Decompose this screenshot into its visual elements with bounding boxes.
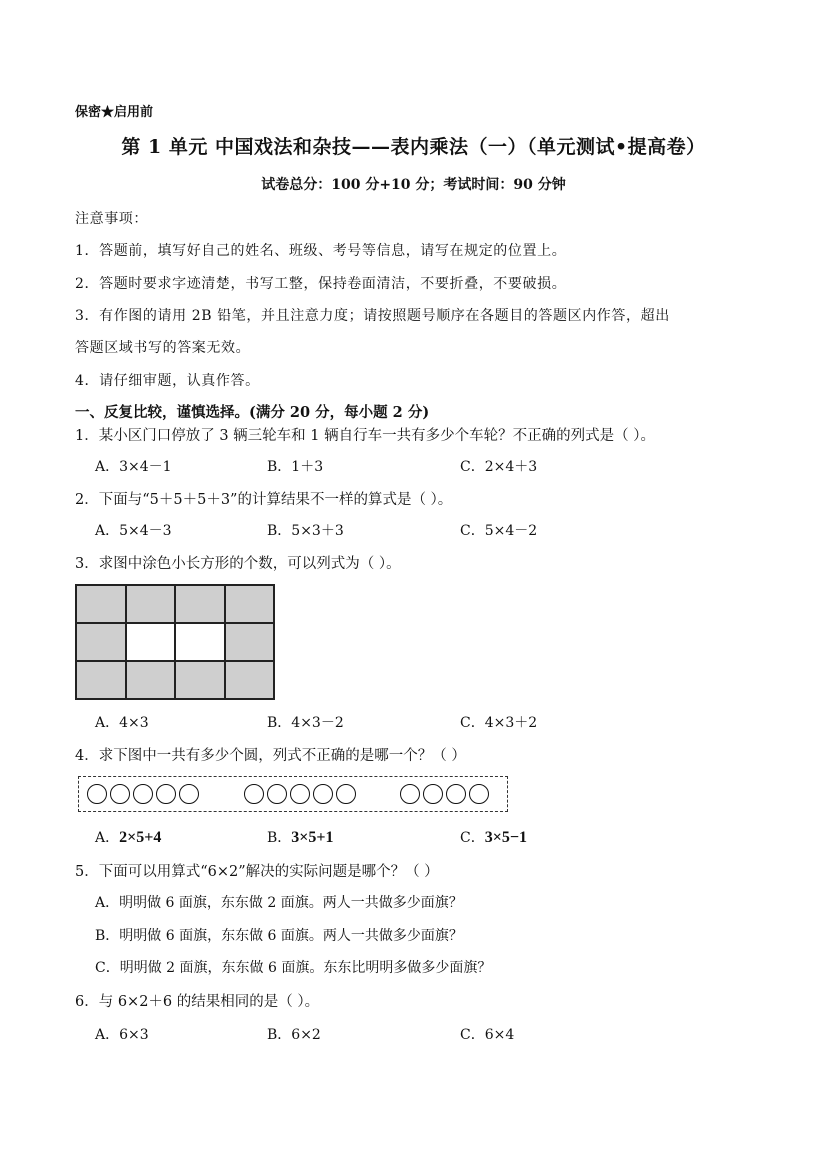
q2-option-c: C．5×4－2 <box>460 523 538 539</box>
question-4: 4．求下图中一共有多少个圆，列式不正确的是哪一个？（ ） <box>75 748 466 764</box>
q1-option-a: A．3×4－1 <box>95 459 172 475</box>
question-3: 3．求图中涂色小长方形的个数，可以列式为（ ）。 <box>75 556 401 572</box>
grid-cell-unshaded <box>175 623 225 661</box>
question-5: 5．下面可以用算式“6×2”解决的实际问题是哪个？（ ） <box>75 864 439 880</box>
grid-cell-unshaded <box>126 623 176 661</box>
circle-shape <box>446 784 466 804</box>
q5-option-b: B．明明做 6 面旗，东东做 6 面旗。两人一共做多少面旗？ <box>95 928 463 944</box>
circle-shape <box>469 784 489 804</box>
circle-shape <box>156 784 176 804</box>
section-heading: 一、反复比较，谨慎选择。(满分 20 分，每小题 2 分) <box>75 404 430 421</box>
q4-option-b <box>267 827 334 847</box>
q3-option-b: B．4×3－2 <box>267 715 344 731</box>
circle-shape <box>267 784 287 804</box>
grid-cell-shaded <box>175 585 225 623</box>
q3-option-c: C．4×3＋2 <box>460 715 538 731</box>
q4-option-b-expr: 3×5+1 <box>291 829 334 846</box>
grid-cell-shaded <box>175 661 225 699</box>
circle-shape <box>336 784 356 804</box>
circle-shape <box>179 784 199 804</box>
q2-option-a: A．5×4－3 <box>95 523 172 539</box>
note-item-3: 3．有作图的请用 2B 铅笔，并且注意力度；请按照题号顺序在各题目的答题区内作答，超出 <box>75 308 670 324</box>
circle-shape <box>313 784 333 804</box>
circle-shape <box>290 784 310 804</box>
note-item-4: 4．请仔细审题，认真作答。 <box>75 373 260 389</box>
q6-option-c: C．6×4 <box>460 1027 515 1043</box>
q6-option-a: A．6×3 <box>95 1027 149 1043</box>
circle-shape <box>110 784 130 804</box>
grid-cell-shaded <box>225 661 275 699</box>
grid-cell-shaded <box>126 585 176 623</box>
q4-option-a-letter: A． <box>95 830 120 846</box>
grid-cell-shaded <box>225 585 275 623</box>
q4-option-c-letter: C． <box>460 830 485 846</box>
circle-shape <box>244 784 264 804</box>
confidential-label: 保密★启用前 <box>75 105 154 120</box>
circle-shape <box>87 784 107 804</box>
q3-option-a: A．4×3 <box>95 715 149 731</box>
q4-option-a-expr: 2×5+4 <box>119 829 162 846</box>
question-1: 1．某小区门口停放了 3 辆三轮车和 1 辆自行车一共有多少个车轮？不正确的列式是（ ）。 <box>75 428 655 444</box>
q4-option-b-letter: B． <box>267 830 292 846</box>
grid-cell-shaded <box>76 585 126 623</box>
exam-info: 试卷总分：100 分+10 分；考试时间：90 分钟 <box>261 177 566 193</box>
page-title: 第 1 单元 中国戏法和杂技——表内乘法（一）（单元测试•提高卷） <box>121 136 706 158</box>
grid-cell-shaded <box>76 623 126 661</box>
circle-shape <box>133 784 153 804</box>
grid-cell-shaded <box>126 661 176 699</box>
circle-shape <box>400 784 420 804</box>
note-item-2: 2．答题时要求字迹清楚，书写工整，保持卷面清洁，不要折叠，不要破损。 <box>75 276 567 292</box>
grid-cell-shaded <box>76 661 126 699</box>
q2-option-b: B．5×3＋3 <box>267 523 344 539</box>
q1-option-b: B．1＋3 <box>267 459 324 475</box>
q5-option-c: C．明明做 2 面旗，东东做 6 面旗。东东比明明多做多少面旗？ <box>95 960 492 976</box>
grid-cell-shaded <box>225 623 275 661</box>
q4-option-a <box>95 827 161 847</box>
question-2: 2．下面与“5＋5＋5＋3”的计算结果不一样的算式是（ ）。 <box>75 492 453 508</box>
circle-shape <box>423 784 443 804</box>
circles-figure <box>78 776 508 812</box>
rectangle-grid-figure <box>75 584 275 700</box>
q4-option-c <box>460 827 527 847</box>
q4-option-c-expr: 3×5−1 <box>484 829 527 846</box>
q1-option-c: C．2×4＋3 <box>460 459 538 475</box>
notes-heading: 注意事项： <box>75 211 148 227</box>
question-6: 6．与 6×2＋6 的结果相同的是（ ）。 <box>75 994 320 1010</box>
q6-option-b: B．6×2 <box>267 1027 321 1043</box>
q5-option-a: A．明明做 6 面旗，东东做 2 面旗。两人一共做多少面旗？ <box>95 895 463 911</box>
note-item-3-cont: 答题区域书写的答案无效。 <box>75 340 251 356</box>
note-item-1: 1．答题前，填写好自己的姓名、班级、考号等信息，请写在规定的位置上。 <box>75 243 567 259</box>
